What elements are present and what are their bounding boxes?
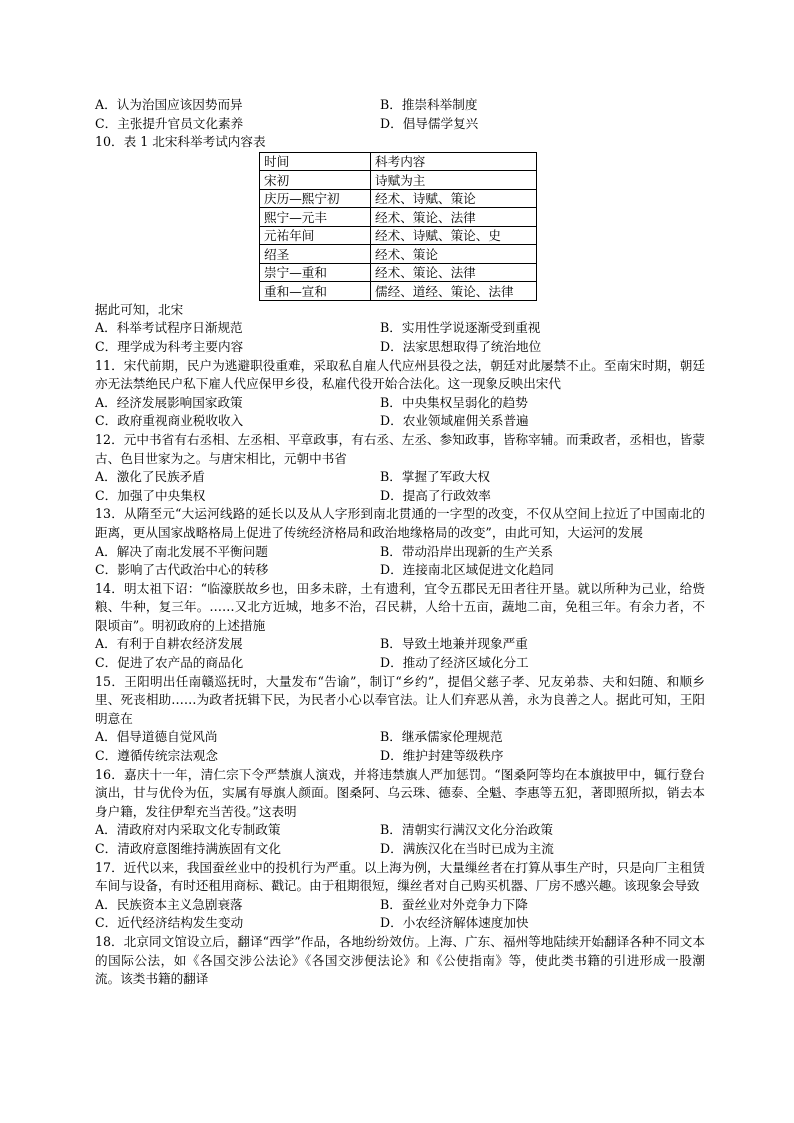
keju-content-table [259, 152, 537, 301]
q9-option-c: C．主张提升官员文化素养 [95, 115, 244, 131]
table-cell: 重和—宣和 [260, 282, 371, 301]
q11-option-d: D．农业领域雇佣关系普遍 [380, 413, 529, 429]
table-cell: 经术、策论、法律 [371, 263, 537, 282]
q16-stem: 16．嘉庆十一年，清仁宗下令严禁旗人演戏，并将违禁旗人严加惩罚。“图桑阿等均在本旗披甲中，辄行登台演出，甘与优伶为伍，实属有辱旗人颜面。图桑阿、乌云珠、德泰、全魁、李惠等五犯，著即照所拟，销去本身户籍，发往伊犁充当苦役。”这表明 [95, 766, 705, 819]
q17-option-c: C．近代经济结构发生变动 [95, 915, 244, 931]
q10-options-row-1 [95, 319, 705, 338]
q9-option-d: D．倡导儒学复兴 [380, 115, 479, 131]
q11-option-a: A．经济发展影响国家政策 [95, 394, 243, 410]
q17-option-a: A．民族资本主义急剧衰落 [95, 896, 243, 912]
q10-option-d: D．法家思想取得了统治地位 [380, 338, 542, 354]
q16-options-row-2 [95, 840, 705, 859]
q9-option-b: B．推崇科举制度 [380, 97, 478, 112]
q10-options-row-2 [95, 338, 705, 357]
q10-option-c: C．理学成为科考主要内容 [95, 338, 244, 354]
table-cell: 经术、策论 [371, 245, 537, 264]
q12-option-a: A．激化了民族矛盾 [95, 469, 205, 485]
table-cell: 经术、策论、法律 [371, 208, 537, 227]
table-cell: 经术、诗赋、策论 [371, 189, 537, 208]
table-cell: 绍圣 [260, 245, 371, 264]
table-row [260, 263, 537, 282]
q13-option-a: A．解决了南北发展不平衡问题 [95, 543, 268, 559]
table-row [260, 171, 537, 190]
q17-options-row-1 [95, 896, 705, 915]
table-row [260, 226, 537, 245]
exam-page [95, 96, 705, 989]
table-row [260, 189, 537, 208]
q13-option-d: D．连接南北区域促进文化趋同 [380, 562, 554, 578]
q11-stem: 11．宋代前期，民户为逃避职役重难，采取私自雇人代应州县役之法，朝廷对此屡禁不止。至南宋时期，朝廷亦无法禁绝民户私下雇人代应保甲乡役，私雇代役开始合法化。这一现象反映出宋代 [95, 357, 705, 392]
q10-stem: 10．表 1 北宋科举考试内容表 [95, 134, 266, 150]
q15-option-b: B．继承儒家伦理规范 [380, 729, 503, 745]
q10-option-b: B．实用性学说逐渐受到重视 [380, 320, 541, 336]
q9-options-row-1 [95, 96, 705, 115]
q14-option-b: B．导致土地兼并现象严重 [380, 636, 528, 652]
q16-option-b: B．清朝实行满汉文化分治政策 [380, 822, 553, 838]
table-header-row [260, 152, 537, 171]
q13-option-c: C．影响了古代政治中心的转移 [95, 562, 269, 578]
q13-options-row-2 [95, 561, 705, 580]
q16-option-c: C．清政府意图维持满族固有文化 [95, 841, 281, 856]
q17-option-d: D．小农经济解体速度加快 [380, 915, 529, 931]
q10-after-table: 据此可知，北宋 [95, 301, 184, 317]
table-cell: 宋初 [260, 171, 371, 190]
q9-option-a: A．认为治国应该因势而异 [95, 97, 243, 112]
q15-option-c: C．遵循传统宗法观念 [95, 748, 218, 764]
q14-stem: 14．明太祖下诏：“临濠朕故乡也，田多未辟，土有遗利，宜令五郡民无田者往开垦。就以所种为己业，给赀粮、牛种，复三年。……又北方近城，地多不治，召民耕，人给十五亩，蔬地二亩，免租三年。有余力者，不限顷亩”。明初政府的上述措施 [95, 580, 705, 633]
q16-option-a: A．清政府对内采取文化专制政策 [95, 822, 281, 838]
q12-stem: 12．元中书省有右丞相、左丞相、平章政事，有右丞、左丞、参知政事，皆称宰辅。而秉政者，丞相也，皆蒙古、色目世家为之。与唐宋相比，元朝中书省 [95, 431, 705, 466]
table-cell: 儒经、道经、策论、法律 [371, 282, 537, 301]
q17-stem: 17．近代以来，我国蚕丝业中的投机行为严重。以上海为例，大量缫丝者在打算从事生产时，只是向厂主租赁车间与设备，有时还租用商标、戳记。由于租期很短，缫丝者对自己购买机器、厂房不感兴趣。该现象会导致 [95, 859, 705, 894]
table-cell: 经术、诗赋、策论、史 [371, 226, 537, 245]
table-cell: 元祐年间 [260, 226, 371, 245]
q11-option-c: C．政府重视商业税收收入 [95, 413, 244, 429]
q14-option-d: D．推动了经济区域化分工 [380, 655, 529, 671]
q12-options-row-1 [95, 468, 705, 487]
table-header-cell: 时间 [260, 152, 371, 171]
q16-options-row-1 [95, 821, 705, 840]
q18-stem: 18．北京同文馆设立后，翻译“西学”作品，各地纷纷效仿。上海、广东、福州等地陆续开始翻译各种不同文本的国际公法，如《各国交涉公法论》《各国交涉便法论》和《公使指南》等，使此类书籍的引进形成一股潮流。该类书籍的翻译 [95, 933, 705, 987]
table-row [260, 208, 537, 227]
q10-option-a: A．科举考试程序日渐规范 [95, 320, 243, 336]
q11-option-b: B．中央集权呈弱化的趋势 [380, 394, 528, 410]
table-cell: 庆历—熙宁初 [260, 189, 371, 208]
q17-options-row-2 [95, 914, 705, 933]
table-header-cell: 科考内容 [371, 152, 537, 171]
q17-option-b: B．蚕丝业对外竞争力下降 [380, 896, 528, 912]
q11-options-row-1 [95, 394, 705, 413]
q13-stem: 13．从隋至元“大运河线路的延长以及从人字形到南北贯通的一字型的改变，不仅从空间上拉近了中国南北的距离，更从国家战略格局上促进了传统经济格局和政治地缘格局的改变”，由此可知，大运河的发展 [95, 506, 705, 540]
q15-options-row-1 [95, 728, 705, 747]
q16-option-d: D．满族汉化在当时已成为主流 [380, 841, 554, 856]
q12-options-row-2 [95, 487, 705, 506]
table-cell: 熙宁—元丰 [260, 208, 371, 227]
q15-option-a: A．倡导道德自觉风尚 [95, 729, 218, 745]
table-row [260, 245, 537, 264]
q15-option-d: D．维护封建等级秩序 [380, 748, 504, 764]
q13-option-b: B．带动沿岸出现新的生产关系 [380, 543, 553, 559]
q14-option-a: A．有利于自耕农经济发展 [95, 636, 243, 652]
table-cell: 崇宁—重和 [260, 263, 371, 282]
q12-option-d: D．提高了行政效率 [380, 487, 491, 503]
q14-option-c: C．促进了农产品的商品化 [95, 655, 244, 671]
q12-option-c: C．加强了中央集权 [95, 487, 206, 503]
q15-options-row-2 [95, 747, 705, 766]
q14-options-row-1 [95, 635, 705, 654]
q11-options-row-2 [95, 412, 705, 431]
q14-options-row-2 [95, 654, 705, 673]
table-cell: 诗赋为主 [371, 171, 537, 190]
q15-stem: 15．王阳明出任南赣巡抚时，大量发布“告谕”，制订“乡约”，提倡父慈子孝、兄友弟恭、夫和妇随、和顺乡里、死丧相助……为政者抚辑下民，为民者小心以奉官法。让人们弃恶从善，永为良善之人。据此可知，王阳明意在 [95, 673, 705, 726]
q13-options-row-1 [95, 543, 705, 562]
q12-option-b: B．掌握了军政大权 [380, 469, 491, 485]
q9-options-row-2 [95, 115, 705, 134]
table-row [260, 282, 537, 301]
